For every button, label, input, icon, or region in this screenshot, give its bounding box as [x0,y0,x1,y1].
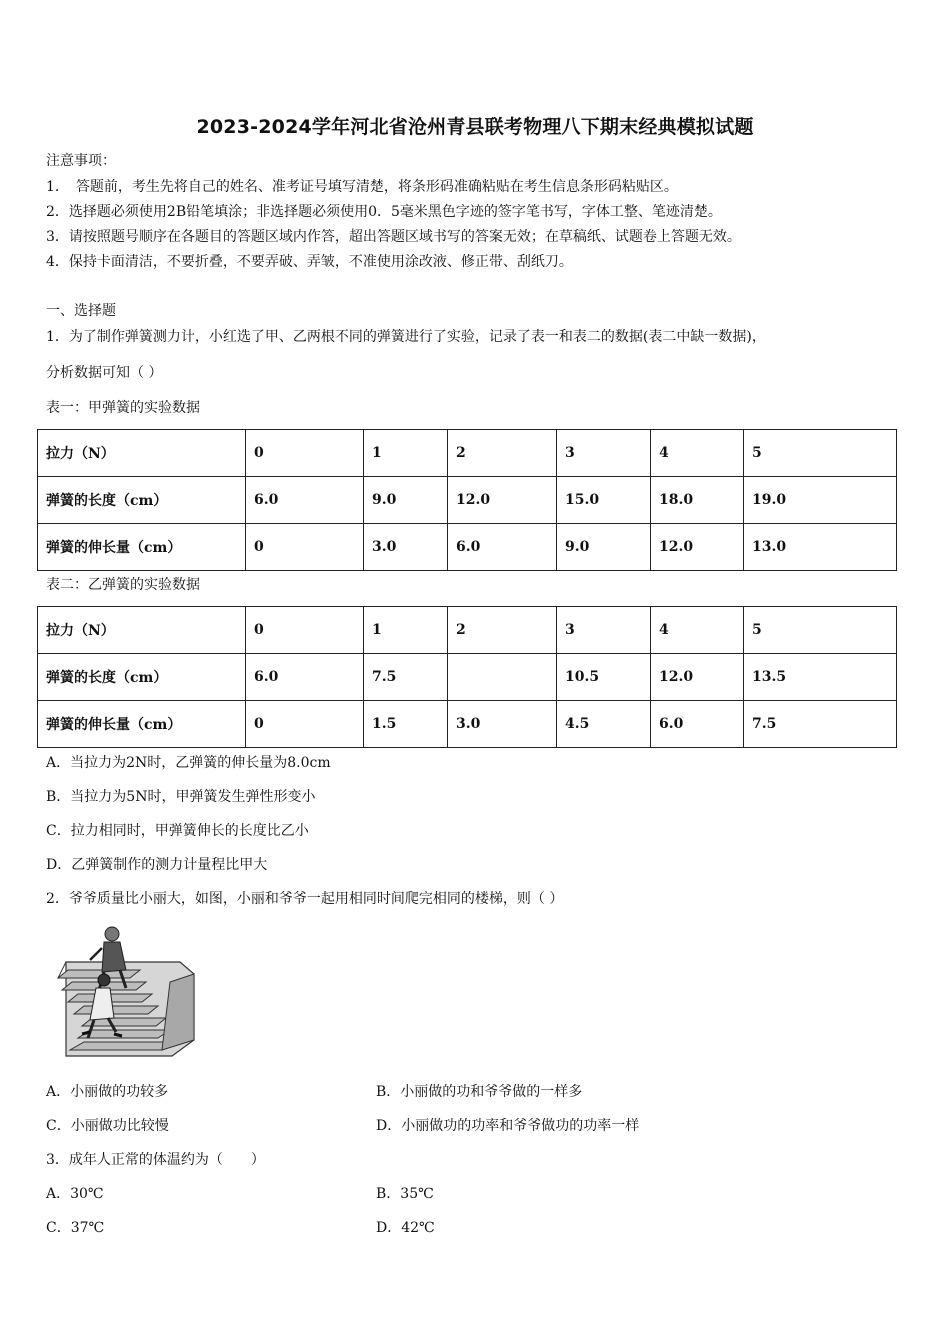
table-cell: 2 [448,607,557,654]
table-cell: 7.5 [744,701,897,748]
q3-stem: 3．成年人正常的体温约为（ ） [46,1152,265,1168]
table-cell: 13.5 [744,654,897,701]
q2-option-b: B．小丽做的功和爷爷做的一样多 [376,1084,583,1100]
table-cell: 0 [246,524,364,571]
q1-option-d: D．乙弹簧制作的测力计量程比甲大 [46,857,268,873]
table-row [38,524,897,571]
table-row [38,477,897,524]
notice-item-1: 1． 答题前，考生先将自己的姓名、准考证号填写清楚，将条形码准确粘贴在考生信息条形码粘贴区。 [46,179,678,195]
table-cell: 10.5 [557,654,651,701]
table-cell: 6.0 [246,477,364,524]
table-cell: 13.0 [744,524,897,571]
table-cell-missing [448,654,557,701]
q2-option-d: D．小丽做功的功率和爷爷做功的功率一样 [376,1118,640,1134]
table-cell: 弹簧的长度（cm） [38,654,246,701]
q1-option-a: A．当拉力为2N时，乙弹簧的伸长量为8.0cm [46,755,331,771]
table-cell: 19.0 [744,477,897,524]
table-cell: 0 [246,607,364,654]
table-cell: 15.0 [557,477,651,524]
q3-option-c: C．37℃ [46,1220,105,1236]
table-cell: 1 [364,430,448,477]
table-cell: 12.0 [651,654,744,701]
table-cell: 4 [651,430,744,477]
q1-stem-line1: 1．为了制作弹簧测力计，小红选了甲、乙两根不同的弹簧进行了实验，记录了表一和表二的数据(表二中缺一数据)， [46,329,766,345]
notice-item-2: 2．选择题必须使用2B铅笔填涂；非选择题必须使用0．5毫米黑色字迹的签字笔书写，字体工整、笔迹清楚。 [46,204,722,220]
table-cell: 6.0 [448,524,557,571]
table-cell: 0 [246,701,364,748]
table-cell: 3 [557,430,651,477]
table-cell: 拉力（N） [38,607,246,654]
table-cell: 3.0 [448,701,557,748]
section-heading: 一、选择题 [46,303,116,319]
table-cell: 4 [651,607,744,654]
table1 [37,429,897,571]
table-cell: 1 [364,607,448,654]
notice-item-4: 4．保持卡面清洁，不要折叠，不要弄破、弄皱，不准使用涂改液、修正带、刮纸刀。 [46,254,573,270]
table-row [38,654,897,701]
table-cell: 9.0 [557,524,651,571]
q1-stem-line2: 分析数据可知（ ） [46,365,163,381]
table-cell: 12.0 [448,477,557,524]
table2 [37,606,897,748]
table-cell: 弹簧的长度（cm） [38,477,246,524]
table-cell: 6.0 [651,701,744,748]
table-cell: 弹簧的伸长量（cm） [38,701,246,748]
q1-option-c: C．拉力相同时，甲弹簧伸长的长度比乙小 [46,823,309,839]
table-cell: 9.0 [364,477,448,524]
table2-caption: 表二：乙弹簧的实验数据 [46,577,200,593]
q3-option-d: D．42℃ [376,1220,435,1236]
table-cell: 7.5 [364,654,448,701]
table1-caption: 表一：甲弹簧的实验数据 [46,400,200,416]
table-cell: 3 [557,607,651,654]
notice-heading: 注意事项： [46,153,116,169]
table-cell: 3.0 [364,524,448,571]
table-cell: 拉力（N） [38,430,246,477]
notice-item-3: 3．请按照题号顺序在各题目的答题区域内作答，超出答题区域书写的答案无效；在草稿纸、试题卷上答题无效。 [46,229,741,245]
q3-option-b: B．35℃ [376,1186,434,1202]
q3-option-a: A．30℃ [46,1186,104,1202]
table-cell: 12.0 [651,524,744,571]
q2-option-c: C．小丽做功比较慢 [46,1118,169,1134]
table-cell: 2 [448,430,557,477]
stairs-climbing-illustration [52,922,202,1062]
table-row [38,430,897,477]
page-title: 2023-2024学年河北省沧州青县联考物理八下期末经典模拟试题 [196,116,754,138]
table-cell: 弹簧的伸长量（cm） [38,524,246,571]
q2-stem: 2．爷爷质量比小丽大，如图，小丽和爷爷一起用相同时间爬完相同的楼梯，则（ ） [46,891,564,907]
table-cell: 5 [744,607,897,654]
q1-option-b: B．当拉力为5N时，甲弹簧发生弹性形变小 [46,789,316,805]
table-cell: 18.0 [651,477,744,524]
table-row [38,607,897,654]
q2-option-a: A．小丽做的功较多 [46,1084,169,1100]
table-cell: 0 [246,430,364,477]
table-row [38,701,897,748]
table-cell: 6.0 [246,654,364,701]
table-cell: 4.5 [557,701,651,748]
table-cell: 1.5 [364,701,448,748]
table-cell: 5 [744,430,897,477]
